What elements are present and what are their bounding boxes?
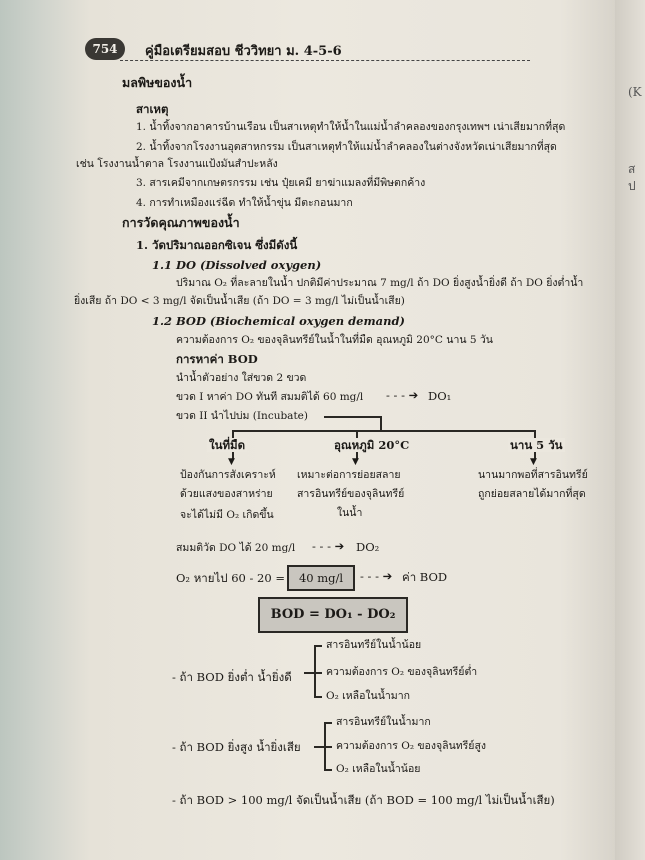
cause-item: 4. การทำเหมืองแร่ฉีด ทำให้น้ำขุ่น มีตะกอนมาก <box>136 197 353 209</box>
tree-connector <box>380 416 382 430</box>
brace-tick <box>324 769 332 771</box>
cause-item: 3. สารเคมีจากเกษตรกรรม เช่น ปุ๋ยเคมี ยาฆ่าแมลงที่มีพิษตกค้าง <box>136 177 426 189</box>
bod-step: ขวด II นำไปบ่ม (Incubate) <box>176 410 308 422</box>
brace <box>314 645 316 697</box>
cause-item: 1. น้ำทิ้งจากอาคารบ้านเรือน เป็นสาเหตุทำให้น้ำในแม่น้ำลำคลองของกรุงเทพฯ เน่าเสียมากที่สุด <box>136 121 566 133</box>
dark-reason: ป้องกันการสังเคราะห์ <box>180 469 276 481</box>
section-title-pollution: มลพิษของน้ำ <box>122 75 193 90</box>
bod-title: BOD (Biochemical oxygen demand) <box>176 314 405 328</box>
section-title-measure: การวัดคุณภาพของน้ำ <box>122 215 240 230</box>
result-box: 40 mg/l <box>287 565 355 591</box>
bod-formula-box: BOD = DO₁ - DO₂ <box>258 597 408 633</box>
bod-result-label: ค่า BOD <box>402 570 448 584</box>
low-bod-item: สารอินทรีย์ในน้ำน้อย <box>326 639 422 651</box>
high-bod-item: O₂ เหลือในน้ำน้อย <box>336 763 421 775</box>
bod-step: ขวด I หาค่า DO ทันที สมมติได้ 60 mg/l <box>176 391 364 403</box>
bod-threshold-text: - ถ้า BOD > 100 mg/l จัดเป็นน้ำเสีย (ถ้า BOD = 100 mg/l ไม่เป็นน้ำเสีย) <box>172 793 555 807</box>
bod-how-title: การหาค่า BOD <box>176 352 258 366</box>
book-spine <box>615 0 645 860</box>
book-title: คู่มือเตรียมสอบ ชีววิทยา ม. 4-5-6 <box>145 44 342 59</box>
do-text: ปริมาณ O₂ ที่ละลายในน้ำ ปกติมีค่าประมาณ 7 mg/l ถ้า DO ยิ่งสูงน้ำยิ่งดี ถ้า DO ยิ่งต่ำน้ำ <box>176 277 584 289</box>
o2-lost-text: O₂ หายไป 60 - 20 = <box>176 571 285 585</box>
dark-reason: ด้วยแสงของสาหร่าย <box>180 488 273 500</box>
arrow-down-icon: ▼ <box>352 457 359 467</box>
tree-connector <box>324 416 380 418</box>
sub-heading-oxygen: 1. วัดปริมาณออกซิเจน ซึ่งมีดังนี้ <box>136 238 298 252</box>
do2-label: DO₂ <box>356 540 380 554</box>
brace-tick <box>314 645 322 647</box>
arrow: - - - ➔ <box>386 388 419 402</box>
cond-dark: ในที่มืด <box>209 438 246 452</box>
do1-label: DO₁ <box>428 389 452 403</box>
brace-tick <box>304 672 322 674</box>
low-bod-item: O₂ เหลือในน้ำมาก <box>326 690 410 702</box>
cond-temp: อุณหภูมิ 20°C <box>334 438 410 452</box>
high-bod-item: สารอินทรีย์ในน้ำมาก <box>336 716 431 728</box>
cause-item: 2. น้ำทิ้งจากโรงงานอุตสาหกรรม เป็นสาเหตุทำให้แม่น้ำลำคลองในต่างจังหวัดเน่าเสียมากที่สุด <box>136 141 557 153</box>
do-number: 1.1 <box>152 258 173 272</box>
days-reason: นานมากพอที่สารอินทรีย์ <box>478 469 588 481</box>
temp-reason: เหมาะต่อการย่อยสลาย <box>297 469 401 481</box>
bod-number: 1.2 <box>152 314 173 328</box>
arrow: - - - ➔ <box>312 539 345 553</box>
cause-item: เช่น โรงงานน้ำตาล โรงงานแป้งมันสำปะหลัง <box>76 158 278 170</box>
brace-tick <box>314 696 322 698</box>
low-bod-item: ความต้องการ O₂ ของจุลินทรีย์ต่ำ <box>326 666 478 678</box>
bod-step: นำน้ำตัวอย่าง ใส่ขวด 2 ขวด <box>176 372 307 384</box>
assume-text: สมมติวัด DO ได้ 20 mg/l <box>176 542 296 554</box>
do-text: ยิ่งเสีย ถ้า DO < 3 mg/l จัดเป็นน้ำเสีย (ถ้า DO = 3 mg/l ไม่เป็นน้ำเสีย) <box>74 295 405 307</box>
margin-text: (K <box>628 85 642 99</box>
header-divider <box>120 60 530 61</box>
tree-branch <box>232 430 534 432</box>
high-bod-item: ความต้องการ O₂ ของจุลินทรีย์สูง <box>336 740 486 752</box>
high-bod-label: - ถ้า BOD ยิ่งสูง น้ำยิ่งเสีย <box>172 740 301 754</box>
arrow-down-icon: ▼ <box>228 457 235 467</box>
page-number-badge: 754 <box>85 38 125 60</box>
temp-reason: ในน้ำ <box>337 507 363 519</box>
cond-days: นาน 5 วัน <box>510 438 563 452</box>
causes-title: สาเหตุ <box>136 102 169 116</box>
do-title: DO (Dissolved oxygen) <box>176 258 322 272</box>
low-bod-label: - ถ้า BOD ยิ่งต่ำ น้ำยิ่งดี <box>172 670 292 684</box>
days-reason: ถูกย่อยสลายได้มากที่สุด <box>478 488 586 500</box>
margin-text: ป <box>628 179 636 193</box>
brace-tick <box>324 722 332 724</box>
bod-text: ความต้องการ O₂ ของจุลินทรีย์ในน้ำในที่มืด อุณหภูมิ 20°C นาน 5 วัน <box>176 334 493 346</box>
dark-reason: จะได้ไม่มี O₂ เกิดขึ้น <box>180 509 274 521</box>
arrow: - - - ➔ <box>360 569 393 583</box>
margin-text: ส <box>628 162 636 176</box>
brace-tick <box>314 746 332 748</box>
temp-reason: สารอินทรีย์ของจุลินทรีย์ <box>297 488 405 500</box>
arrow-down-icon: ▼ <box>530 457 537 467</box>
